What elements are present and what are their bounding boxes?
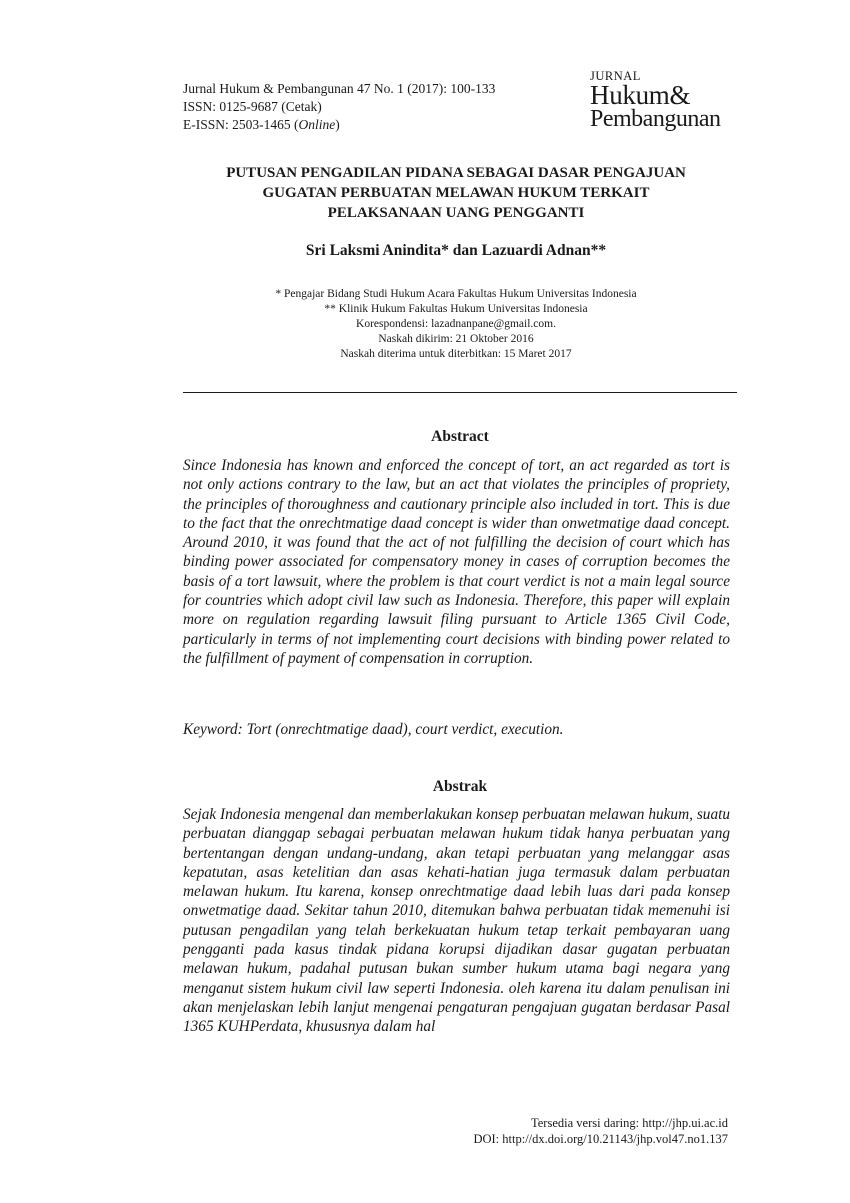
journal-citation: Jurnal Hukum & Pembangunan 47 No. 1 (2017): 100-133 bbox=[183, 81, 496, 96]
logo-line-pembangunan: Pembangunan bbox=[590, 106, 721, 132]
online-version-link[interactable]: Tersedia versi daring: http://jhp.ui.ac.id bbox=[531, 1116, 728, 1130]
title-line-1: PUTUSAN PENGADILAN PIDANA SEBAGAI DASAR PENGAJUAN bbox=[226, 165, 686, 181]
journal-eissn bbox=[183, 116, 495, 134]
affiliation-line: ** Klinik Hukum Fakultas Hukum Universitas Indonesia bbox=[324, 303, 588, 315]
abstract-heading: Abstract bbox=[431, 428, 489, 445]
submitted-date: Naskah dikirim: 21 Oktober 2016 bbox=[378, 333, 534, 345]
abstrak-body: Sejak Indonesia mengenal dan memberlakukan konsep perbuatan melawan hukum, suatu perbuatan dianggap sebagai perbuatan melawan hukum tidak hanya perbuatan yang bertentangan dengan undang-undang, akan tetapi perbuatan yang melanggar asas kepatutan, asas ketelitian dan asas kehati-hatian juga termasuk dalam perbuatan melawan hukum. Itu karena, konsep onrechtmatige daad lebih luas dari pada konsep onwetmatige daad. Sekitar tahun 2010, ditemukan bahwa perbuatan tidak memenuhi isi putusan pengadilan yang telah berkekuatan hukum tetap terkait pembayaran uang pengganti pada kasus tindak pidana korupsi dijadikan dasar gugatan perbuatan melawan hukum, padahal putusan bukan sumber hukum utama bagi negara yang menganut sistem hukum civil law seperti Indonesia. oleh karena itu dalam penulisan ini akan menjelaskan lebih lanjut mengenai pengaturan pengajuan gugatan berdasar Pasal 1365 KUHPerdata, khususnya dalam hal bbox=[183, 806, 730, 1036]
logo-line-hukum: Hukum& bbox=[590, 80, 691, 110]
title-line-3: PELAKSANAAN UANG PENGGANTI bbox=[327, 205, 585, 221]
affiliations bbox=[150, 287, 762, 362]
paper-title bbox=[150, 163, 762, 223]
abstract-body: Since Indonesia has known and enforced the concept of tort, an act regarded as tort is not only actions contrary to the law, but an act that violates the principles of propriety, the principles of thoroughness and cautionary principle also included in tort. This is due to the fact that the onrechtmatige daad concept is wider than onwetmatige daad concept. Around 2010, it was found that the act of not fulfilling the decision of court which has binding power associated for compensatory money in cases of corruption becomes the basis of a tort lawsuit, where the problem is that court verdict is not a main legal source for countries which adopt civil law such as Indonesia. Therefore, this paper will explain more on regulation regarding lawsuit filing pursuant to Article 1365 Civil Code, particularly in terms of not implementing court decisions with binding power related to the fulfillment of payment of compensation in corruption. bbox=[183, 457, 730, 667]
header-divider bbox=[183, 392, 737, 393]
correspondence-email: Korespondensi: lazadnanpane@gmail.com. bbox=[356, 318, 556, 330]
page-footer bbox=[473, 1115, 728, 1147]
journal-issn: ISSN: 0125-9687 (Cetak) bbox=[183, 99, 322, 114]
eissn-prefix: E-ISSN: 2503-1465 ( bbox=[183, 117, 299, 132]
eissn-suffix: ) bbox=[335, 117, 340, 132]
title-line-2: GUGATAN PERBUATAN MELAWAN HUKUM TERKAIT bbox=[262, 185, 650, 201]
paper-authors: Sri Laksmi Anindita* dan Lazuardi Adnan** bbox=[305, 242, 607, 259]
journal-info bbox=[183, 80, 495, 134]
journal-logo bbox=[590, 70, 740, 131]
doi-link[interactable]: DOI: http://dx.doi.org/10.21143/jhp.vol47.no1.137 bbox=[473, 1132, 728, 1146]
abstract-keywords: Keyword: Tort (onrechtmatige daad), court verdict, execution. bbox=[183, 721, 564, 738]
logo-line-jurnal: JURNAL bbox=[590, 69, 641, 83]
eissn-online: Online bbox=[298, 117, 336, 132]
abstrak-heading: Abstrak bbox=[432, 778, 488, 795]
accepted-date: Naskah diterima untuk diterbitkan: 15 Maret 2017 bbox=[340, 348, 572, 360]
affiliation-line: * Pengajar Bidang Studi Hukum Acara Fakultas Hukum Universitas Indonesia bbox=[275, 288, 637, 300]
